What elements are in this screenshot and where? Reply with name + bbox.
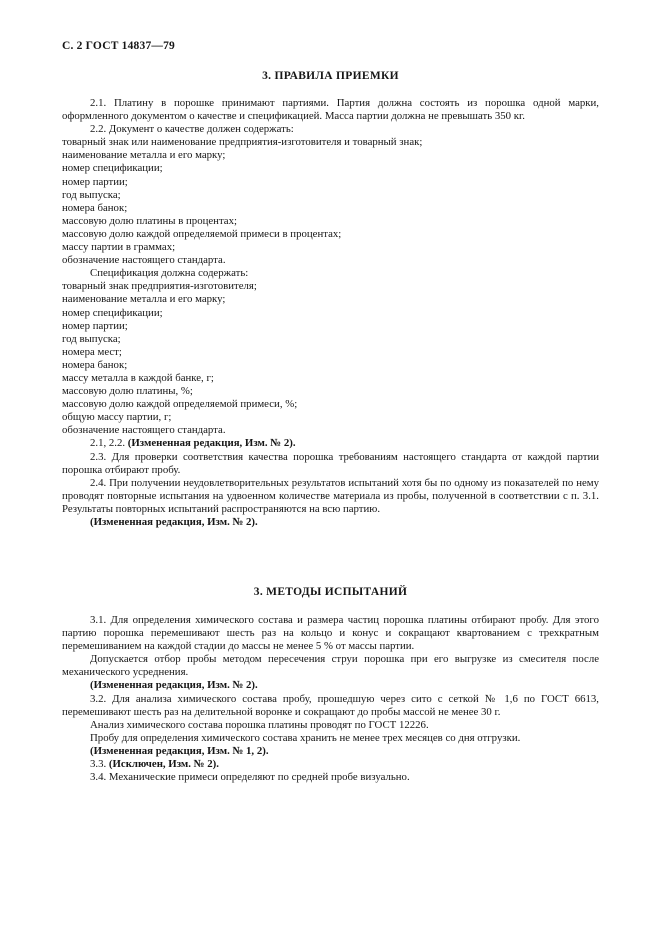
doc-item: номера банок;	[62, 201, 128, 214]
section-title-acceptance: 3. ПРАВИЛА ПРИЕМКИ	[262, 70, 399, 82]
clause-3-2-analysis: Анализ химического состава порошка платины проводят по ГОСТ 12226.	[90, 718, 429, 731]
amendment-note-3-2: (Измененная редакция, Изм. № 1, 2).	[90, 744, 269, 757]
spec-item: общую массу партии, г;	[62, 411, 172, 424]
clause-3-1-addendum: Допускается отбор пробы методом пересечения струи порошка при его выгрузке из смесителя после механического усреднения.	[62, 653, 599, 679]
clause-2-1: 2.1. Платину в порошке принимают партиями. Партия должна состоять из порошка одной марки, оформленного документом о качестве и спецификацией. Масса партии должна не превышать 350 кг.	[62, 97, 599, 123]
clause-3-2: 3.2. Для анализа химического состава пробу, прошедшую через сито с сеткой № 1,6 по ГОСТ 6613, перемешивают шесть раз на делительной воронке и сокращают до пробы массой не менее 30 г.	[62, 692, 599, 718]
spec-item: номер партии;	[62, 319, 128, 332]
clause-2-4: 2.4. При получении неудовлетворительных результатов испытаний хотя бы по одному из показателей по нему проводят повторные испытания на удвоенном количестве материала из пробы, полученной в соответствии с п. 3.1. Результаты повторных испытаний распространяются на всю партию.	[62, 476, 599, 515]
spec-item: наименование металла и его марку;	[62, 293, 226, 306]
amendment-label: (Измененная редакция, Изм. № 2).	[127, 437, 296, 450]
test-methods-body	[62, 614, 599, 784]
clause-3-3	[62, 758, 599, 771]
amendment-note-3-1: (Измененная редакция, Изм. № 2).	[90, 679, 258, 692]
spec-item: номера мест;	[62, 345, 122, 358]
acceptance-rules-body	[62, 97, 599, 529]
doc-item: обозначение настоящего стандарта.	[62, 254, 226, 267]
spec-item: массу металла в каждой банке, г;	[62, 371, 214, 384]
doc-item: массу партии в граммах;	[62, 241, 176, 254]
clause-3-2-storage: Пробу для определения химического состава хранить не менее трех месяцев со дня отгрузки.	[90, 731, 521, 744]
spec-item: год выпуска;	[62, 332, 121, 345]
doc-item: товарный знак или наименование предприятия-изготовителя и товарный знак;	[62, 136, 423, 149]
doc-item: массовую долю каждой определяемой примеси в процентах;	[62, 227, 342, 240]
clause-3-1: 3.1. Для определения химического состава и размера частиц порошка платины отбирают пробу. Для этого партию порошка перемешивают шесть раз на кольцо и конус и сокращают квартованием с трехкратным перемешиванием на каждой стадии до массы не менее 5 % от массы партии.	[62, 614, 599, 653]
spec-item: обозначение настоящего стандарта.	[62, 424, 226, 437]
amendment-note-2-1-2-2	[62, 437, 599, 450]
clause-3-3-excluded: (Исключен, Изм. № 2).	[108, 758, 219, 771]
doc-item: год выпуска;	[62, 188, 121, 201]
spec-item: номера банок;	[62, 358, 128, 371]
clause-2-2: 2.2. Документ о качестве должен содержать:	[90, 123, 294, 136]
clause-3-3-number: 3.3.	[90, 758, 107, 771]
spec-item: номер спецификации;	[62, 306, 163, 319]
spec-intro: Спецификация должна содержать:	[90, 267, 249, 280]
amendment-note-2-4: (Измененная редакция, Изм. № 2).	[90, 516, 258, 528]
doc-item: наименование металла и его марку;	[62, 149, 226, 162]
spec-item: массовую долю платины, %;	[62, 385, 193, 398]
doc-item: массовую долю платины в процентах;	[62, 214, 237, 227]
doc-item: номер партии;	[62, 175, 128, 188]
page-header: С. 2 ГОСТ 14837—79	[62, 40, 175, 52]
clause-2-3: 2.3. Для проверки соответствия качества порошка требованиям настоящего стандарта от каждой партии порошка отбирают пробу.	[62, 450, 599, 476]
section-title-test-methods: 3. МЕТОДЫ ИСПЫТАНИЙ	[253, 586, 408, 598]
doc-item: номер спецификации;	[62, 162, 163, 175]
amendment-prefix: 2.1, 2.2.	[90, 437, 126, 450]
spec-item: товарный знак предприятия-изготовителя;	[62, 280, 257, 293]
spec-item: массовую долю каждой определяемой примеси, %;	[62, 398, 298, 411]
clause-3-4: 3.4. Механические примеси определяют по средней пробе визуально.	[90, 771, 410, 784]
